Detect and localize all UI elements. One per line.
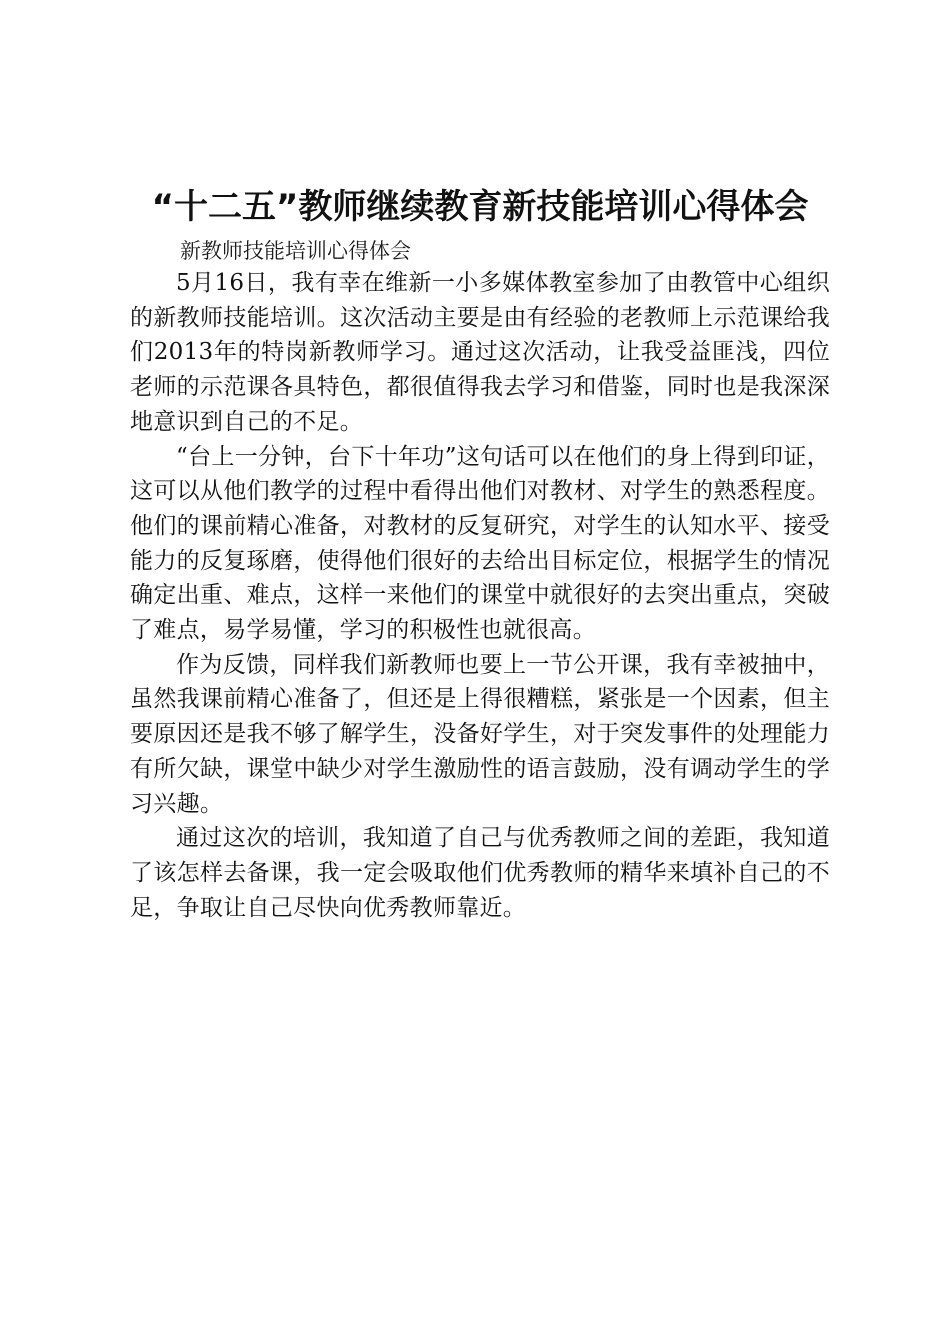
document-subtitle: 新教师技能培训心得体会 [180, 239, 411, 263]
paragraph: 通过这次的培训，我知道了自己与优秀教师之间的差距，我知道了该怎样去备课，我一定会吸取他们优秀教师的精华来填补自己的不足，争取让自己尽快向优秀教师靠近。 [130, 825, 830, 921]
document-body [130, 266, 830, 925]
paragraph: 作为反馈，同样我们新教师也要上一节公开课，我有幸被抽中，虽然我课前精心准备了，但还是上得很糟糕，紧张是一个因素，但主要原因还是我不够了解学生，没备好学生，对于突发事件的处理能力有所欠缺，课堂中缺少对学生激励性的语言鼓励，没有调动学生的学习兴趣。 [130, 651, 830, 817]
paragraph: 5月16日，我有幸在维新一小多媒体教室参加了由教管中心组织的新教师技能培训。这次活动主要是由有经验的老教师上示范课给我们2013年的特岗新教师学习。通过这次活动，让我受益匪浅，四位老师的示范课各具特色，都很值得我去学习和借鉴，同时也是我深深地意识到自己的不足。 [130, 270, 830, 435]
paragraph: “台上一分钟，台下十年功”这句话可以在他们的身上得到印证，这可以从他们教学的过程中看得出他们对教材、对学生的熟悉程度。他们的课前精心准备，对教材的反复研究，对学生的认知水平、接受能力的反复琢磨，使得他们很好的去给出目标定位，根据学生的情况确定出重、难点，这样一来他们的课堂中就很好的去突出重点，突破了难点，易学易懂，学习的积极性也就很高。 [130, 443, 830, 644]
document-title: “十二五”教师继续教育新技能培训心得体会 [151, 187, 809, 227]
